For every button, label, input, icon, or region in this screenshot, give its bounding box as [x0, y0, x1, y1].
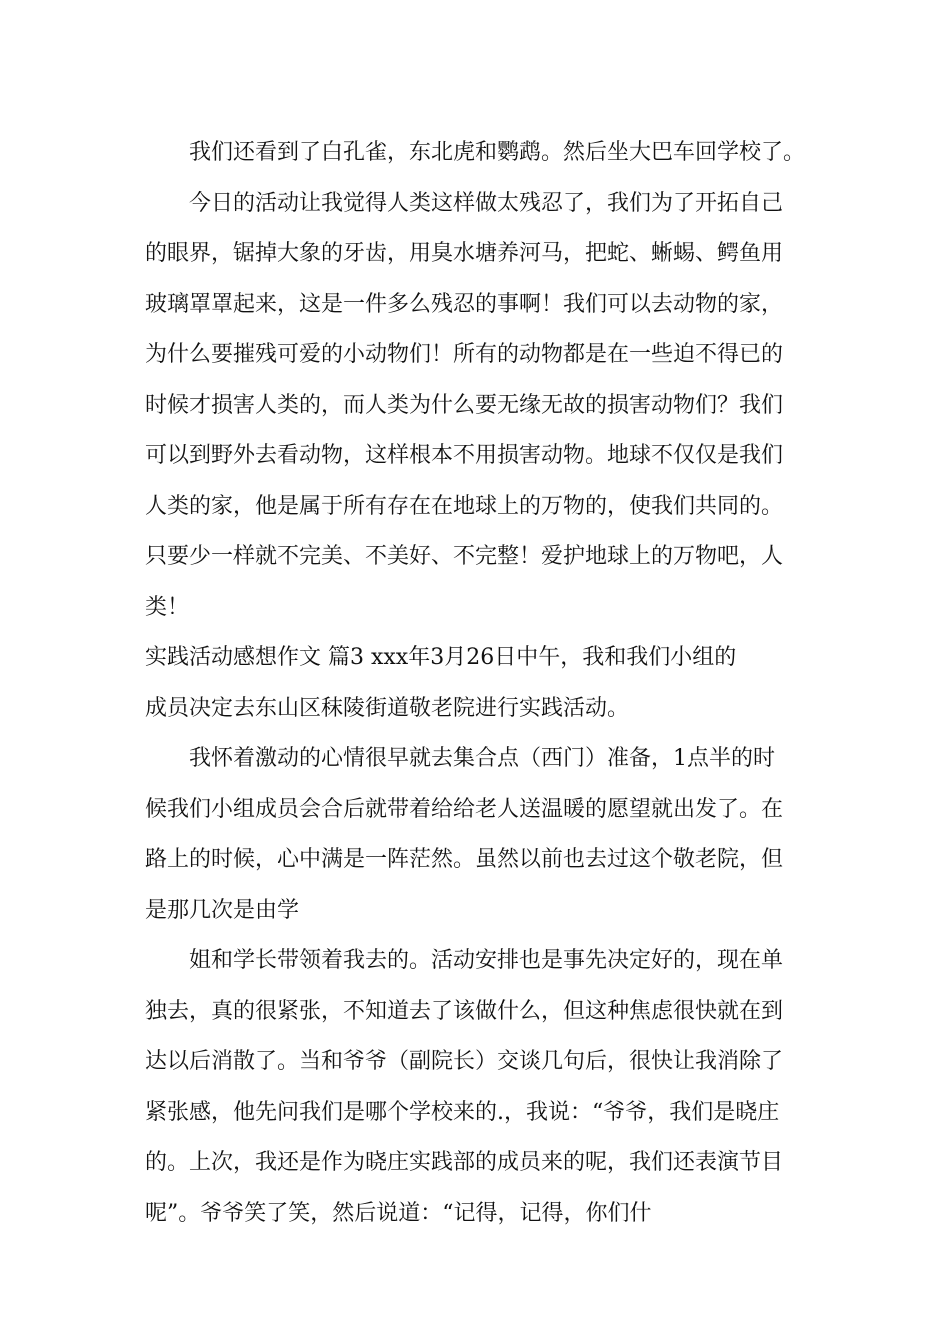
paragraph-line: 类！	[145, 594, 190, 620]
paragraph-line: 成员决定去东山区秣陵街道敬老院进行实践活动。	[145, 695, 630, 721]
paragraph-line: 时候才损害人类的，而人类为什么要无缘无故的损害动物们？我们	[145, 392, 784, 418]
document-body	[145, 130, 810, 1241]
paragraph-line: 玻璃罩罩起来，这是一件多么残忍的事啊！我们可以去动物的家，	[145, 291, 784, 317]
paragraph-line: 呢”。爷爷笑了笑，然后说道：“记得，记得，你们什	[145, 1200, 652, 1226]
paragraph-line: 人类的家，他是属于所有存在在地球上的万物的，使我们共同的。	[145, 493, 784, 519]
paragraph-line: 可以到野外去看动物，这样根本不用损害动物。地球不仅仅是我们	[145, 443, 784, 468]
section-heading-line: 实践活动感想作文 篇3 xxx年3月26日中午，我和我们小组的	[145, 645, 737, 670]
paragraph-line: 只要少一样就不完美、不美好、不完整！爱护地球上的万物吧，人	[145, 544, 784, 569]
paragraph-line: 我们还看到了白孔雀，东北虎和鹦鹉。然后坐大巴车回学校了。	[189, 140, 806, 165]
paragraph-line: 的。上次，我还是作为晓庄实践部的成员来的呢，我们还表演节目	[145, 1150, 784, 1175]
paragraph-line: 姐和学长带领着我去的。活动安排也是事先决定好的，现在单	[189, 948, 784, 973]
paragraph-line: 是那几次是由学	[145, 897, 300, 923]
paragraph-line: 独去，真的很紧张，不知道去了该做什么，但这种焦虑很快就在到	[145, 998, 784, 1024]
paragraph-line: 路上的时候，心中满是一阵茫然。虽然以前也去过这个敬老院，但	[145, 847, 784, 872]
paragraph-line: 今日的活动让我觉得人类这样做太残忍了，我们为了开拓自己	[189, 190, 784, 216]
paragraph-line: 为什么要摧残可爱的小动物们！所有的动物都是在一些迫不得已的	[145, 342, 784, 367]
paragraph-line: 候我们小组成员会合后就带着给给老人送温暖的愿望就出发了。在	[145, 796, 784, 822]
paragraph-line: 达以后消散了。当和爷爷（副院长）交谈几句后，很快让我消除了	[145, 1049, 784, 1074]
paragraph-line: 紧张感，他先问我们是哪个学校来的.，我说：“爷爷，我们是晓庄	[145, 1099, 780, 1125]
paragraph-line: 我怀着激动的心情很早就去集合点（西门）准备，1点半的时	[189, 746, 775, 771]
paragraph-line: 的眼界，锯掉大象的牙齿，用臭水塘养河马，把蛇、蜥蜴、鳄鱼用	[145, 241, 784, 266]
